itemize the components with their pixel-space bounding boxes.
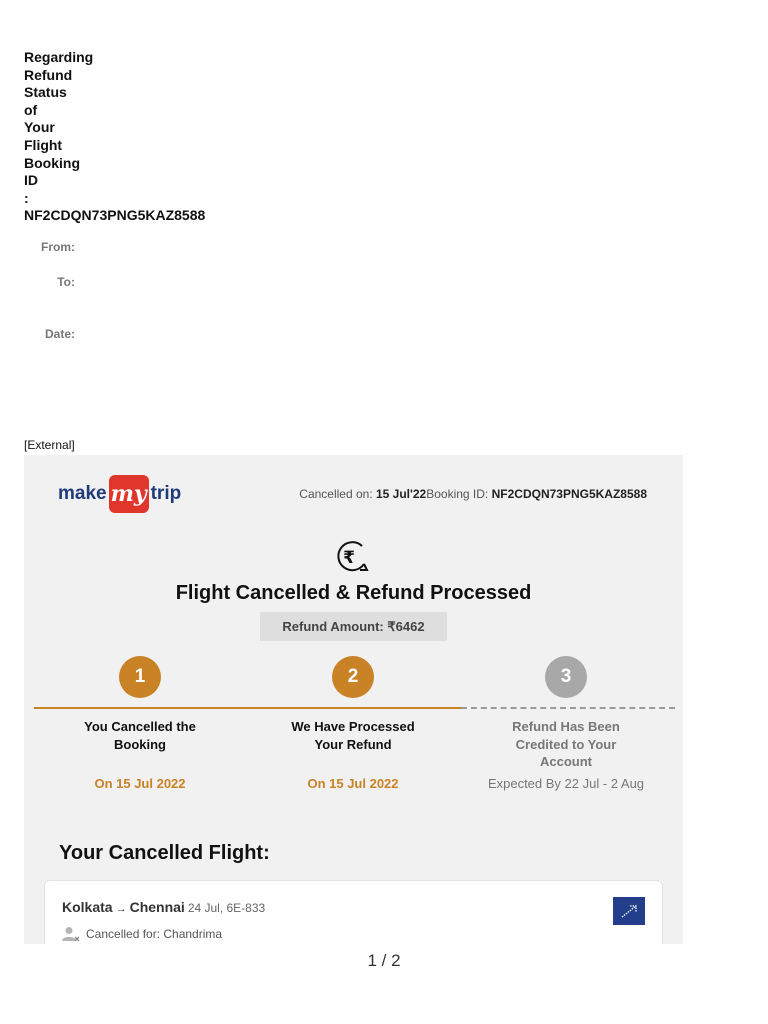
step-2-label-line: Your Refund — [314, 736, 392, 752]
refund-rupee-icon — [334, 540, 372, 574]
step-1-label-line: You Cancelled the — [84, 719, 196, 734]
step-3-date: Expected By 22 Jul - 2 Aug — [487, 776, 645, 791]
flight-details: 24 Jul, 6E-833 — [187, 901, 266, 915]
subject-line: Booking — [24, 154, 80, 171]
subject-line: Status — [24, 84, 67, 101]
step-2-label — [278, 718, 428, 753]
subject-booking-id: NF2CDQN73PNG5KAZ8588 — [24, 207, 206, 224]
step-2-label-line: We Have Processed — [291, 719, 415, 734]
step-1-label — [65, 718, 215, 753]
external-tag: [External] — [24, 438, 75, 452]
route-arrow-icon: → — [115, 903, 127, 915]
passenger-text: Cancelled for: Chandrima — [86, 927, 223, 941]
from-label: From: — [41, 240, 75, 254]
step-1-date: On 15 Jul 2022 — [94, 776, 186, 791]
logo-trip: trip — [150, 483, 182, 504]
flight-card[interactable] — [44, 880, 663, 944]
progress-line-completed — [34, 707, 461, 709]
logo-my: my — [109, 475, 149, 513]
flight-route — [62, 899, 265, 915]
cancelled-person-icon — [62, 926, 80, 942]
cancellation-card — [24, 455, 683, 944]
subject-line: Regarding — [24, 49, 94, 65]
step-3-label-line: Refund Has Been — [512, 719, 620, 734]
origin-city: Kolkata — [62, 899, 113, 915]
booking-id-value: NF2CDQN73PNG5KAZ8588 — [491, 487, 647, 501]
to-label: To: — [57, 275, 75, 289]
booking-id-label: Booking ID: — [426, 487, 492, 501]
destination-city: Chennai — [129, 899, 185, 915]
svg-text:₹: ₹ — [343, 548, 355, 568]
subject-line: ID — [24, 172, 38, 189]
step-3-label-line: Account — [540, 754, 592, 769]
cancelled-on-value: 15 Jul'22 — [376, 487, 427, 501]
step-1-circle: 1 — [119, 656, 161, 698]
step-3-circle: 3 — [545, 656, 587, 698]
subject-line: : — [24, 189, 29, 206]
date-label: Date: — [44, 327, 75, 341]
page-title: Flight Cancelled & Refund Processed — [175, 582, 532, 604]
subject-line: Flight — [24, 136, 63, 153]
step-1-label-line: Booking — [114, 736, 166, 752]
booking-meta — [299, 487, 647, 501]
subject-line: Refund — [24, 66, 73, 83]
page-number: 1 / 2 — [367, 951, 401, 970]
subject-line: of — [24, 101, 38, 118]
step-3-label-line: Credited to Your — [515, 736, 617, 752]
step-2-date: On 15 Jul 2022 — [307, 776, 399, 791]
progress-line-pending — [461, 707, 675, 709]
subject-line: Your — [24, 119, 55, 136]
step-3-label — [491, 718, 641, 771]
email-subject — [24, 49, 206, 225]
refund-amount-badge: Refund Amount: ₹6462 — [260, 612, 447, 641]
step-2-circle: 2 — [332, 656, 374, 698]
cancelled-on-label: Cancelled on: — [299, 487, 376, 501]
cancelled-flight-heading: Your Cancelled Flight: — [59, 842, 270, 864]
makemytrip-logo[interactable] — [58, 475, 181, 513]
logo-make: make — [58, 483, 107, 504]
passenger-row — [62, 926, 222, 942]
airline-logo-icon — [613, 897, 645, 925]
